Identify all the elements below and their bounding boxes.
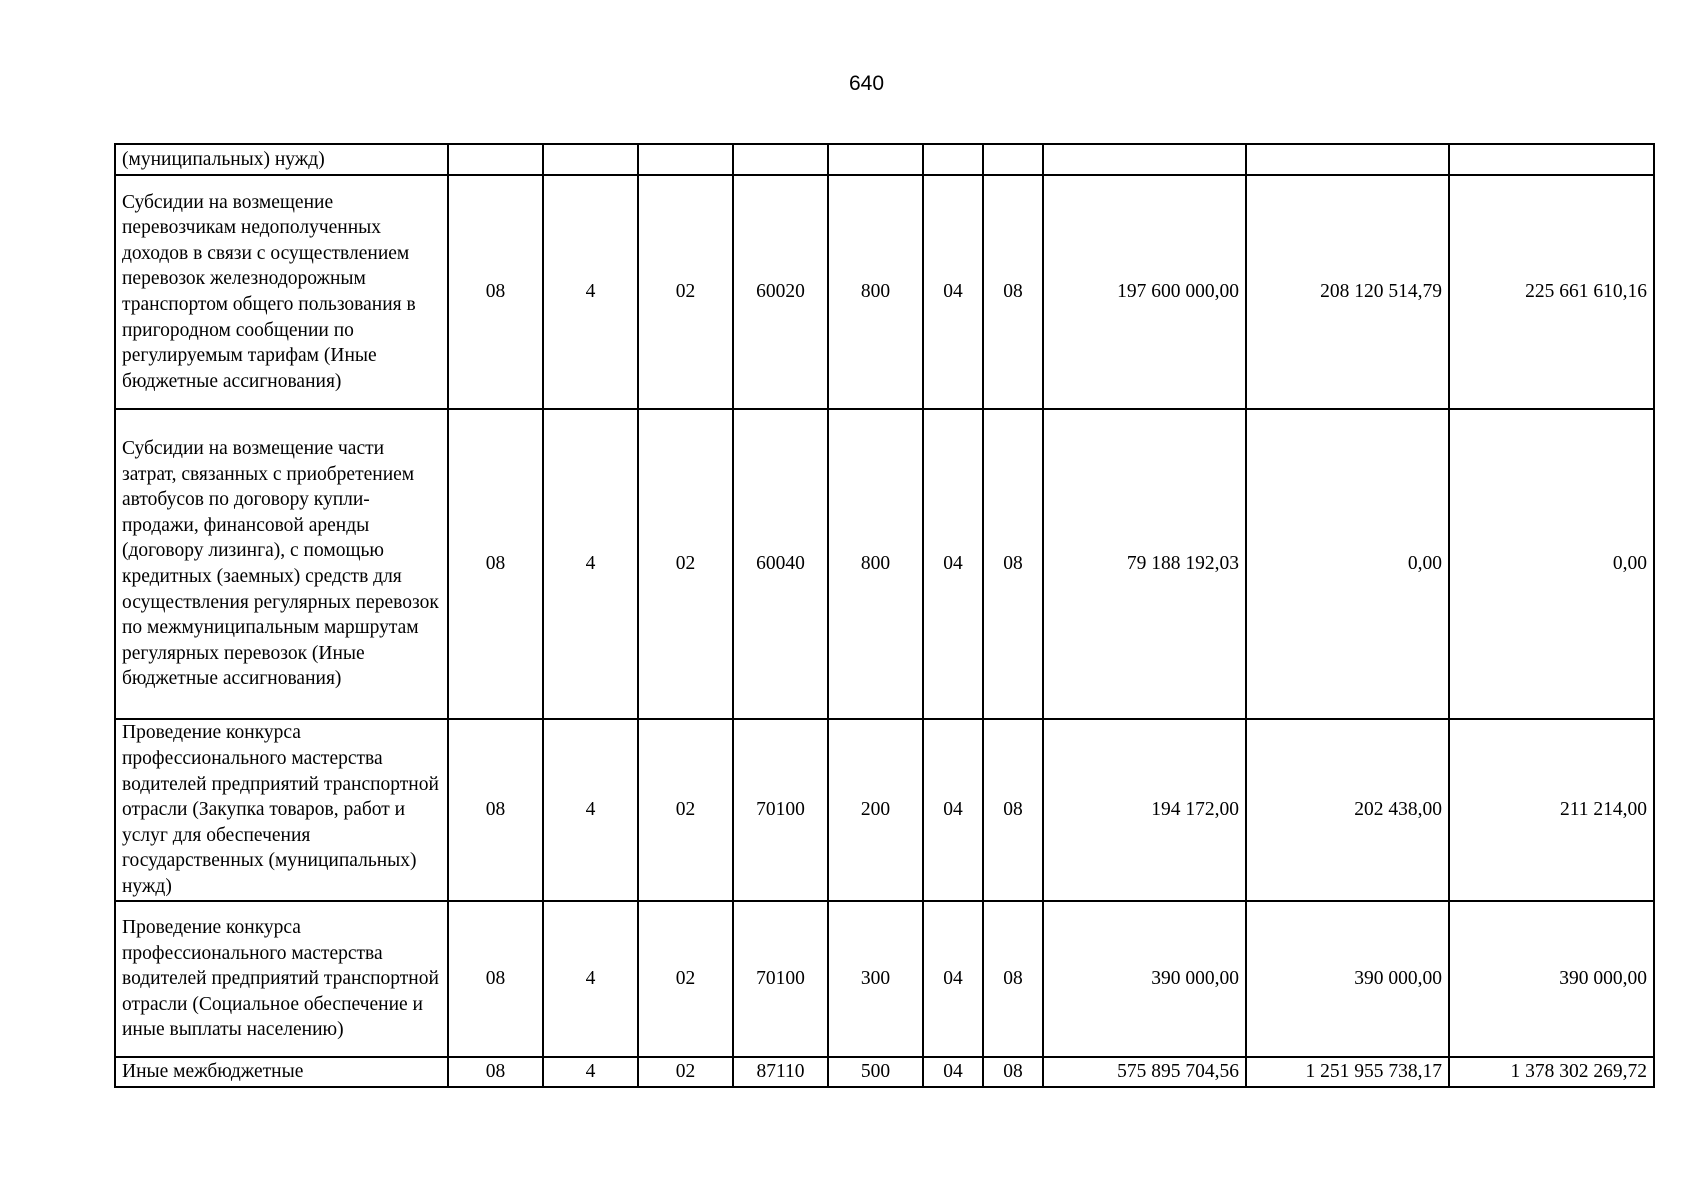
- subprogram-code: 02: [638, 901, 733, 1057]
- chapter-code: 04: [923, 719, 983, 901]
- section-code: 08: [448, 719, 543, 901]
- amount-year-3: 225 661 610,16: [1449, 175, 1654, 409]
- amount-year-2: 1 251 955 738,17: [1246, 1057, 1449, 1087]
- table-row: [115, 175, 1654, 409]
- table-row: [115, 1057, 1654, 1087]
- subprogram-code: [638, 144, 733, 175]
- expense-type-code: 800: [828, 175, 923, 409]
- amount-year-2: 390 000,00: [1246, 901, 1449, 1057]
- budget-table: [114, 143, 1655, 1088]
- amount-year-1: 194 172,00: [1043, 719, 1246, 901]
- section-code: [448, 144, 543, 175]
- amount-year-1: 575 895 704,56: [1043, 1057, 1246, 1087]
- chapter-code: 04: [923, 1057, 983, 1087]
- amount-year-3: [1449, 144, 1654, 175]
- program-code: 4: [543, 719, 638, 901]
- subsection-code: 08: [983, 409, 1043, 719]
- table-row: [115, 901, 1654, 1057]
- expense-type-code: 300: [828, 901, 923, 1057]
- amount-year-3: 211 214,00: [1449, 719, 1654, 901]
- amount-year-1: [1043, 144, 1246, 175]
- amount-year-2: [1246, 144, 1449, 175]
- section-code: 08: [448, 1057, 543, 1087]
- subsection-code: 08: [983, 1057, 1043, 1087]
- chapter-code: 04: [923, 175, 983, 409]
- subsection-code: [983, 144, 1043, 175]
- section-code: 08: [448, 901, 543, 1057]
- amount-year-2: 0,00: [1246, 409, 1449, 719]
- table-row: [115, 144, 1654, 175]
- amount-year-3: 1 378 302 269,72: [1449, 1057, 1654, 1087]
- chapter-code: [923, 144, 983, 175]
- amount-year-1: 197 600 000,00: [1043, 175, 1246, 409]
- amount-year-1: 79 188 192,03: [1043, 409, 1246, 719]
- amount-year-1: 390 000,00: [1043, 901, 1246, 1057]
- row-description: Проведение конкурса профессионального мастерства водителей предприятий транспортной отрасли (Закупка товаров, работ и услуг для обеспечения государственных (муниципальных) нужд): [115, 719, 448, 901]
- subsection-code: 08: [983, 901, 1043, 1057]
- direction-code: 87110: [733, 1057, 828, 1087]
- direction-code: 60020: [733, 175, 828, 409]
- amount-year-2: 202 438,00: [1246, 719, 1449, 901]
- direction-code: [733, 144, 828, 175]
- program-code: 4: [543, 901, 638, 1057]
- row-description: Проведение конкурса профессионального мастерства водителей предприятий транспортной отрасли (Социальное обеспечение и иные выплаты населению): [115, 901, 448, 1057]
- expense-type-code: [828, 144, 923, 175]
- subprogram-code: 02: [638, 409, 733, 719]
- program-code: [543, 144, 638, 175]
- row-description: Иные межбюджетные: [115, 1057, 448, 1087]
- subsection-code: 08: [983, 719, 1043, 901]
- amount-year-3: 390 000,00: [1449, 901, 1654, 1057]
- direction-code: 70100: [733, 719, 828, 901]
- chapter-code: 04: [923, 901, 983, 1057]
- table-row: [115, 409, 1654, 719]
- row-description: Субсидии на возмещение перевозчикам недополученных доходов в связи с осуществлением перевозок железнодорожным транспортом общего пользования в пригородном сообщении по регулируемым тарифам (Иные бюджетные ассигнования): [115, 175, 448, 409]
- row-description: Субсидии на возмещение части затрат, связанных с приобретением автобусов по договору купли-продажи, финансовой аренды (договору лизинга), с помощью кредитных (заемных) средств для осуществления регулярных перевозок по межмуниципальным маршрутам регулярных перевозок (Иные бюджетные ассигнования): [115, 409, 448, 719]
- subsection-code: 08: [983, 175, 1043, 409]
- amount-year-2: 208 120 514,79: [1246, 175, 1449, 409]
- section-code: 08: [448, 175, 543, 409]
- expense-type-code: 800: [828, 409, 923, 719]
- amount-year-3: 0,00: [1449, 409, 1654, 719]
- expense-type-code: 200: [828, 719, 923, 901]
- page-number: 640: [848, 72, 885, 95]
- table-row: [115, 719, 1654, 901]
- chapter-code: 04: [923, 409, 983, 719]
- row-description: (муниципальных) нужд): [115, 144, 448, 175]
- subprogram-code: 02: [638, 1057, 733, 1087]
- subprogram-code: 02: [638, 719, 733, 901]
- direction-code: 60040: [733, 409, 828, 719]
- direction-code: 70100: [733, 901, 828, 1057]
- program-code: 4: [543, 1057, 638, 1087]
- expense-type-code: 500: [828, 1057, 923, 1087]
- section-code: 08: [448, 409, 543, 719]
- program-code: 4: [543, 409, 638, 719]
- program-code: 4: [543, 175, 638, 409]
- subprogram-code: 02: [638, 175, 733, 409]
